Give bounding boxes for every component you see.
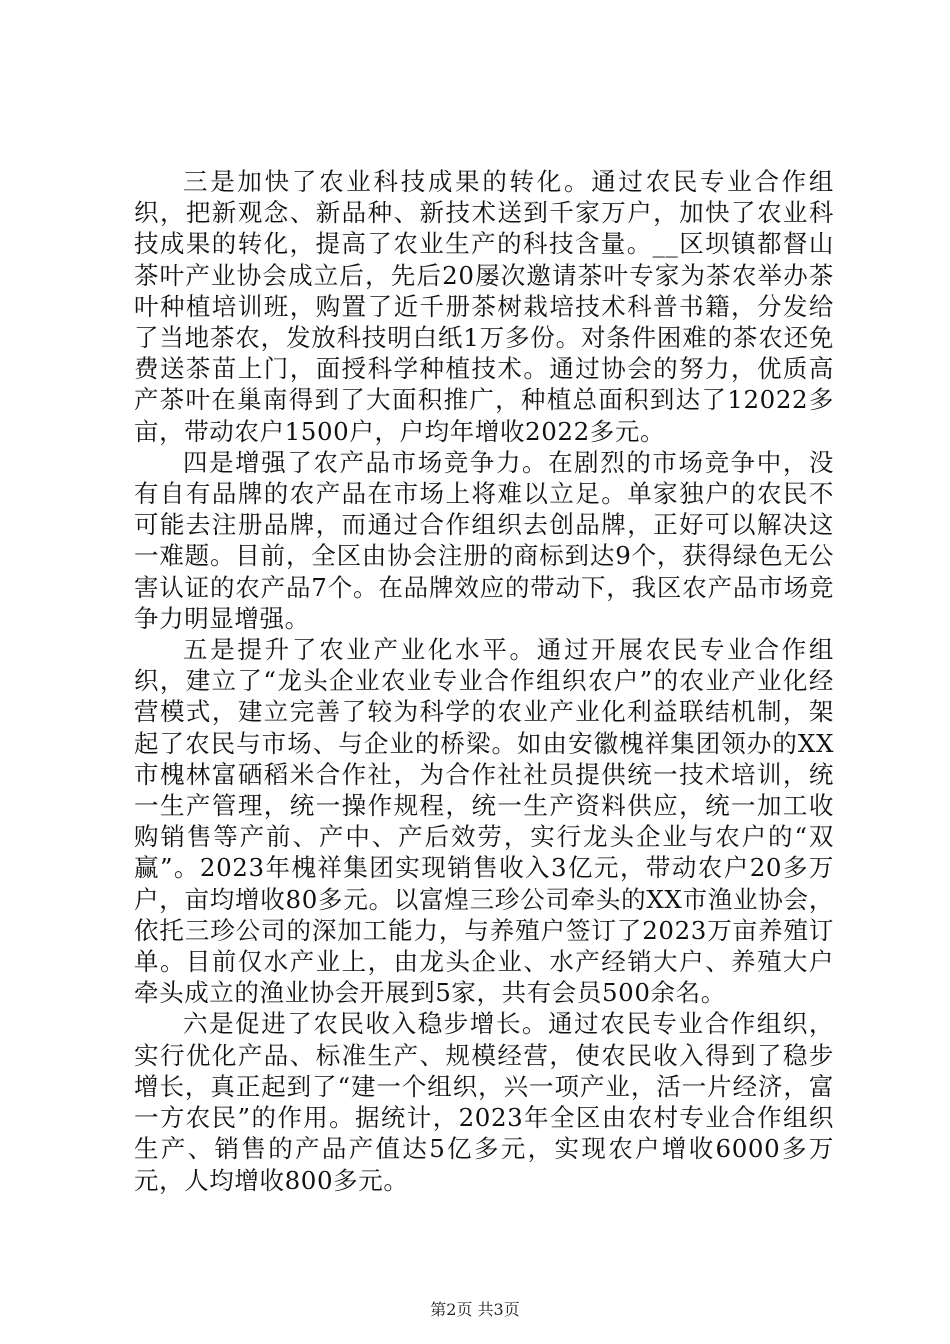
paragraph-market-competitiveness: 四是增强了农产品市场竞争力。在剧烈的市场竞争中，没有自有品牌的农产品在市场上将难以立足。单家独户的农民不可能去注册品牌，而通过合作组织去创品牌，正好可以解决这一难题。目前，全区由协会注册的商标到达9个，获得绿色无公害认证的农产品7个。在品牌效应的带动下，我区农产品市场竞争力明显增强。 xyxy=(134,447,834,633)
page-number-footer: 第2页 共3页 xyxy=(430,1300,520,1319)
paragraph-tech-transfer: 三是加快了农业科技成果的转化。通过农民专业合作组织，把新观念、新品种、新技术送到千家万户，加快了农业科技成果的转化，提高了农业生产的科技含量。__区坝镇都督山茶叶产业协会成立后，先后20屡次邀请茶叶专家为茶农举办茶叶种植培训班，购置了近千册茶树栽培技术科普书籍，分发给了当地茶农，发放科技明白纸1万多份。对条件困难的茶农还免费送茶苗上门，面授科学种植技术。通过协会的努力，优质高产茶叶在巢南得到了大面积推广，种植总面积到达了12022多亩，带动农户1500户，户均年增收2022多元。 xyxy=(134,167,834,446)
paragraph-income-growth: 六是促进了农民收入稳步增长。通过农民专业合作组织，实行优化产品、标准生产、规模经营，使农民收入得到了稳步增长，真正起到了“建一个组织，兴一项产业，活一片经济，富一方农民”的作用。据统计，2023年全区由农村专业合作组织生产、销售的产品产值达5亿多元，实现农户增收6000多万元，人均增收800多元。 xyxy=(134,1009,834,1195)
document-body xyxy=(134,166,834,1196)
paragraph-industrialization: 五是提升了农业产业化水平。通过开展农民专业合作组织，建立了“龙头企业农业专业合作组织农户”的农业产业化经营模式，建立完善了较为科学的农业产业化利益联结机制，架起了农民与市场、与企业的桥梁。如由安徽槐祥集团领办的XX市槐林富硒稻米合作社，为合作社社员提供统一技术培训，统一生产管理，统一操作规程，统一生产资料供应，统一加工收购销售等产前、产中、产后效劳，实行龙头企业与农户的“双赢”。2023年槐祥集团实现销售收入3亿元，带动农户20多万户，亩均增收80多元。以富煌三珍公司牵头的XX市渔业协会，依托三珍公司的深加工能力，与养殖户签订了2023万亩养殖订单。目前仅水产业上，由龙头企业、水产经销大户、养殖大户牵头成立的渔业协会开展到5家，共有会员500余名。 xyxy=(134,635,834,1008)
